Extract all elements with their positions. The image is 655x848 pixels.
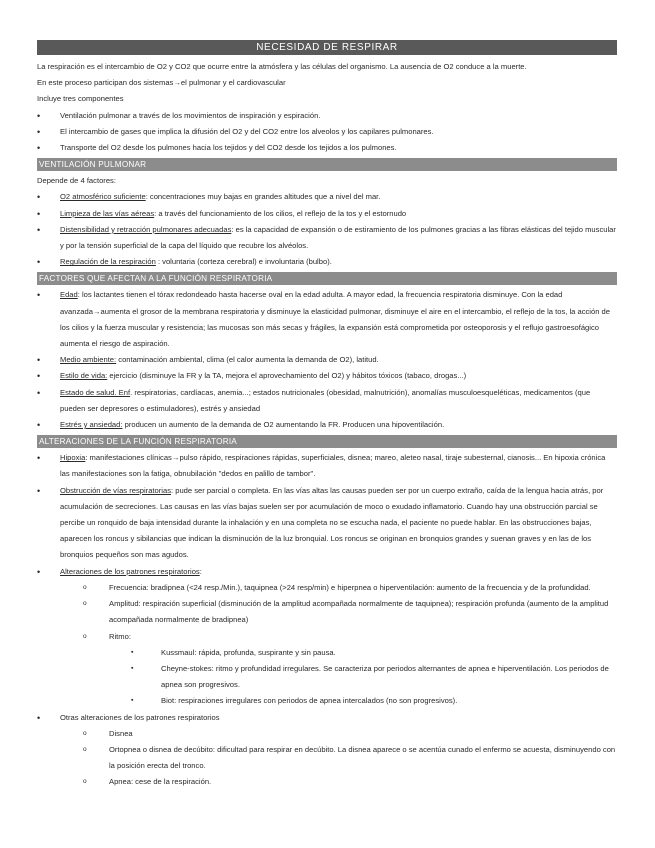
otras-sublist <box>60 726 617 791</box>
definition: : concentraciones muy bajas en grandes altitudes que a nivel del mar. <box>145 192 381 202</box>
list-item <box>37 564 617 710</box>
list-item <box>37 417 617 433</box>
term: Hipoxia <box>60 453 86 463</box>
alteraciones-list <box>37 450 617 790</box>
list-item: • Ventilación pulmonar a través de los movimientos de inspiración y espiración. <box>37 108 617 124</box>
patrones-sublist <box>60 580 617 710</box>
sub-sublist-item: ▪ Cheyne-stokes: ritmo y profundidad irregulares. Se caracteriza por periodos alternantes de apnea e hiperventilación. Los periodos de apnea son progresivos. <box>131 661 617 693</box>
list-item <box>37 385 617 417</box>
definition: : los lactantes tienen el tórax redondeado hasta hacerse oval en la edad adulta. A mayor edad, la frecuencia respiratoria disminuye. Con la edad avanzada→aumenta el grosor de la membrana respiratoria y disminuye la elasticidad pulmonar, disminuye el aire en el intercambio, el reflejo de la tos, la acción de los cilios y la fuerza muscular y resistencia; las mucosas son más secas y frágiles, la expansión está comprometida por osteoporosis y el reflujo gastroesofágico aumenta el riesgo de aspiración. <box>60 290 610 349</box>
list-item <box>37 222 617 254</box>
definition: : voluntaria (corteza cerebral) e involuntaria (bulbo). <box>155 257 332 267</box>
list-item <box>37 287 617 352</box>
components-list <box>37 108 617 157</box>
section-heading-ventilacion: VENTILACIÓN PULMONAR <box>37 158 617 171</box>
term: Obstrucción de vías respiratorias <box>60 485 171 495</box>
term: Distensibilidad y retracción pulmonares adecuadas <box>60 224 232 234</box>
sublist-label: Ritmo: <box>109 631 131 641</box>
factores-list <box>37 287 617 433</box>
section-intro: Depende de 4 factores: <box>37 176 116 186</box>
sub-sublist-item: ▪ Biot: respiraciones irregulares con periodos de apnea intercalados (no son progresivos). <box>131 693 617 709</box>
section-heading-factores: FACTORES QUE AFECTAN A LA FUNCIÓN RESPIRATORIA <box>37 272 617 285</box>
term: Edad <box>60 290 78 300</box>
list-item <box>37 189 617 205</box>
term: O2 atmosférico suficiente <box>60 192 146 202</box>
sublist-item: o Apnea: cese de la respiración. <box>83 774 617 790</box>
list-item <box>37 254 617 270</box>
list-item <box>37 450 617 482</box>
term: Estrés y ansiedad: <box>60 420 123 430</box>
ritmo-sublist <box>109 645 617 710</box>
term: Medio ambiente: <box>60 355 117 365</box>
definition: : manifestaciones clínicas→pulso rápido, respiraciones rápidas, superficiales, disnea; mareo, aleteo nasal, tiraje subesternal, cianosis... En hipoxia crónica las manifestaciones son la fatiga, obnubilación "dedos en palillo de tambor". <box>60 453 606 479</box>
section-heading-alteraciones: ALTERACIONES DE LA FUNCIÓN RESPIRATORIA <box>37 435 617 448</box>
list-item: • El intercambio de gases que implica la difusión del O2 y del CO2 entre los alveolos y los capilares pulmonares. <box>37 124 617 140</box>
definition: : pude ser parcial o completa. En las vías altas las causas pueden ser por un cuerpo extraño, caída de la lengua hacia atrás, por acumulación de secreciones. Las causas en las vías bajas suelen ser por acumulación de moco o exudado inflamatorio. Cuando hay una obstrucción parcial se percibe un ronquido de baja intensidad durante la inhalación y en una completa no se escucha nada, el paciente no puede hablar. En las obstrucciones bajas, aparecen los roncus y sibilancias que indican la disminución de la luz bronquial. Los roncus se originan en bronquios grandes y suenan graves y en las de los bronquios pequeños son mas agudos. <box>60 485 604 560</box>
term: Limpieza de las vías aéreas <box>60 208 155 218</box>
ventilacion-list <box>37 189 617 270</box>
definition: : a través del funcionamiento de los cilios, el reflejo de la tos y el estornudo <box>154 208 407 218</box>
definition: ejercicio (disminuye la FR y la TA, mejora el aprovechamiento del O2) y hábitos tóxicos (tabaco, drogas...) <box>107 371 467 381</box>
sublist-item: o Frecuencia: bradipnea (<24 resp./Min.), taquipnea (>24 resp/min) e hiperpnea o hiperventilación: aumento de la frecuencia y de la profundidad. <box>83 580 617 596</box>
definition: contaminación ambiental, clima (el calor aumenta la demanda de O2), latitud. <box>116 355 379 365</box>
intro-paragraph: Incluye tres componentes <box>37 94 124 104</box>
sublist-item <box>83 629 617 710</box>
list-item <box>37 352 617 368</box>
sublist-item: o Amplitud: respiración superficial (disminución de la amplitud acompañada normalmente de taquipnea); respiración profunda (aumento de la amplitud acompañada normalmente de bradipnea) <box>83 596 617 628</box>
list-item <box>37 206 617 222</box>
sublist-item: o Ortopnea o disnea de decúbito: dificultad para respirar en decúbito. La disnea aparece o se acentúa cunado el enfermo se acuesta, disminuyendo con la posición erecta del tronco. <box>83 742 617 774</box>
list-label: Otras alteraciones de los patrones respiratorios <box>60 712 220 722</box>
term: Estado de salud. Enf <box>60 387 131 397</box>
term: Regulación de la respiración <box>60 257 156 267</box>
list-item <box>37 483 617 564</box>
term: Alteraciones de los patrones respiratorios <box>60 566 200 576</box>
term-suffix: : <box>199 566 202 576</box>
sub-sublist-item: ▪ Kussmaul: rápida, profunda, suspirante y sin pausa. <box>131 645 617 661</box>
intro-paragraph: En este proceso participan dos sistemas→el pulmonar y el cardiovascular <box>37 78 286 88</box>
term: Estilo de vida: <box>60 371 108 381</box>
definition: . respiratorias, cardíacas, anemia...; estados nutricionales (obesidad, malnutrición), anomalías musculoesqueléticas, medicamentos (que pueden ser depresores o estimuladores), estrés y ansiedad <box>60 387 591 413</box>
list-item <box>37 710 617 791</box>
sublist-item: o Disnea <box>83 726 617 742</box>
definition: : es la capacidad de expansión o de estiramiento de los pulmones gracias a las fibras elásticas del tejido muscular y por la tensión superficial de la capa del líquido que recubre los alvéolos. <box>60 224 616 251</box>
list-item: • Transporte del O2 desde los pulmones hacia los tejidos y del CO2 desde los tejidos a los pulmones. <box>37 140 617 156</box>
page-title: NECESIDAD DE RESPIRAR <box>37 40 617 55</box>
document-page <box>37 40 617 791</box>
definition: producen un aumento de la demanda de O2 aumentando la FR. Producen una hipoventilación. <box>122 420 445 430</box>
intro-paragraph: La respiración es el intercambio de O2 y CO2 que ocurre entre la atmósfera y las células del organismo. La ausencia de O2 conduce a la muerte. <box>37 62 527 71</box>
list-item <box>37 368 617 384</box>
